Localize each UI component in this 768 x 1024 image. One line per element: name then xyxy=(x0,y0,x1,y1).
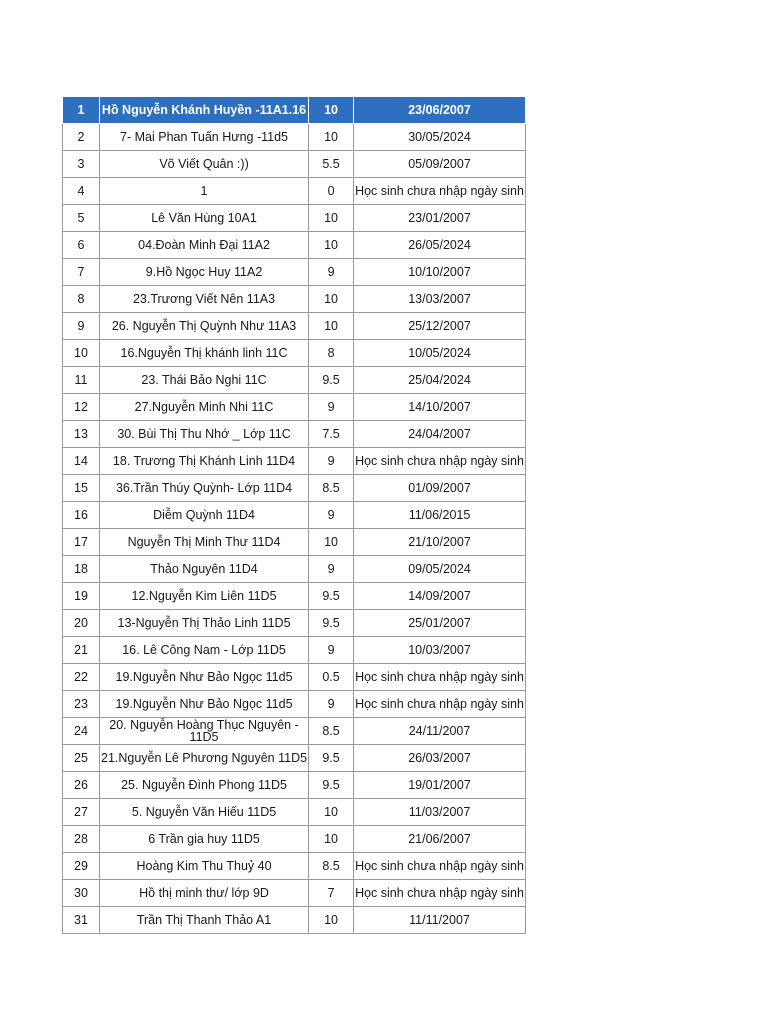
student-name-cell[interactable]: Diễm Quỳnh 11D4 xyxy=(100,502,309,529)
score-cell[interactable]: 9.5 xyxy=(309,583,354,610)
student-name-cell[interactable]: Thảo Nguyên 11D4 xyxy=(100,556,309,583)
birth-date-cell[interactable]: 26/05/2024 xyxy=(354,232,526,259)
row-number-cell[interactable]: 28 xyxy=(63,826,100,853)
birth-date-cell[interactable]: 25/04/2024 xyxy=(354,367,526,394)
student-name-cell[interactable]: 12.Nguyễn Kim Liên 11D5 xyxy=(100,583,309,610)
birth-date-cell[interactable]: 11/11/2007 xyxy=(354,907,526,934)
score-cell[interactable]: 9 xyxy=(309,502,354,529)
student-name-cell[interactable]: Trần Thị Thanh Thảo A1 xyxy=(100,907,309,934)
score-cell[interactable]: 10 xyxy=(309,286,354,313)
score-cell[interactable]: 10 xyxy=(309,826,354,853)
student-name-cell[interactable]: 5. Nguyễn Văn Hiếu 11D5 xyxy=(100,799,309,826)
row-number-cell[interactable]: 14 xyxy=(63,448,100,475)
student-name-cell[interactable]: 6 Trần gia huy 11D5 xyxy=(100,826,309,853)
birth-date-cell[interactable]: 10/05/2024 xyxy=(354,340,526,367)
row-number-cell[interactable]: 24 xyxy=(63,718,100,745)
birth-date-cell[interactable]: 09/05/2024 xyxy=(354,556,526,583)
table-row xyxy=(63,205,526,232)
row-number-cell[interactable]: 23 xyxy=(63,691,100,718)
score-cell[interactable]: 10 xyxy=(309,799,354,826)
row-number-cell[interactable]: 6 xyxy=(63,232,100,259)
row-number-cell[interactable]: 9 xyxy=(63,313,100,340)
row-number-cell[interactable]: 10 xyxy=(63,340,100,367)
table-row xyxy=(63,826,526,853)
score-cell[interactable]: 9 xyxy=(309,691,354,718)
row-number-cell[interactable]: 29 xyxy=(63,853,100,880)
student-name-cell[interactable]: 7- Mai Phan Tuấn Hưng -11d5 xyxy=(100,124,309,151)
student-name-cell[interactable]: 27.Nguyễn Minh Nhi 11C xyxy=(100,394,309,421)
birth-date-cell[interactable]: 10/10/2007 xyxy=(354,259,526,286)
results-table-body xyxy=(63,97,526,934)
birth-date-cell[interactable]: 25/12/2007 xyxy=(354,313,526,340)
student-name-cell[interactable]: 18. Trương Thị Khánh Linh 11D4 xyxy=(100,448,309,475)
row-number-cell[interactable]: 8 xyxy=(63,286,100,313)
row-number-cell[interactable]: 27 xyxy=(63,799,100,826)
birth-date-cell[interactable]: 24/11/2007 xyxy=(354,718,526,745)
student-name-cell[interactable]: 23. Thái Bảo Nghi 11C xyxy=(100,367,309,394)
birth-date-cell[interactable]: 23/01/2007 xyxy=(354,205,526,232)
student-name-cell[interactable]: Lê Văn Hùng 10A1 xyxy=(100,205,309,232)
table-row xyxy=(63,178,526,205)
row-number-cell[interactable]: 4 xyxy=(63,178,100,205)
score-cell[interactable]: 5.5 xyxy=(309,151,354,178)
birth-date-cell[interactable]: 26/03/2007 xyxy=(354,745,526,772)
row-number-cell[interactable]: 17 xyxy=(63,529,100,556)
table-row xyxy=(63,124,526,151)
row-number-cell[interactable]: 3 xyxy=(63,151,100,178)
birth-date-cell[interactable]: Học sinh chưa nhập ngày sinh xyxy=(354,880,526,907)
student-name-cell[interactable]: 04.Đoàn Minh Đại 11A2 xyxy=(100,232,309,259)
row-number-cell[interactable]: 2 xyxy=(63,124,100,151)
row-number-cell[interactable]: 12 xyxy=(63,394,100,421)
birth-date-cell[interactable]: 21/06/2007 xyxy=(354,826,526,853)
birth-date-cell[interactable]: 11/06/2015 xyxy=(354,502,526,529)
table-row xyxy=(63,232,526,259)
score-cell[interactable]: 7.5 xyxy=(309,421,354,448)
table-row xyxy=(63,799,526,826)
birth-date-cell[interactable]: Học sinh chưa nhập ngày sinh xyxy=(354,448,526,475)
score-cell[interactable]: 10 xyxy=(309,124,354,151)
birth-date-cell[interactable]: Học sinh chưa nhập ngày sinh xyxy=(354,691,526,718)
student-name-cell[interactable]: Hồ thị minh thư/ lớp 9D xyxy=(100,880,309,907)
birth-date-cell[interactable]: 23/06/2007 xyxy=(354,97,526,124)
birth-date-cell[interactable]: 24/04/2007 xyxy=(354,421,526,448)
row-number-cell[interactable]: 13 xyxy=(63,421,100,448)
table-row xyxy=(63,340,526,367)
table-row xyxy=(63,853,526,880)
table-row xyxy=(63,529,526,556)
table-row xyxy=(63,556,526,583)
table-row xyxy=(63,583,526,610)
birth-date-cell[interactable]: Học sinh chưa nhập ngày sinh xyxy=(354,853,526,880)
table-row xyxy=(63,907,526,934)
row-number-cell[interactable]: 30 xyxy=(63,880,100,907)
row-number-cell[interactable]: 1 xyxy=(63,97,100,124)
student-name-cell[interactable]: 9.Hồ Ngọc Huy 11A2 xyxy=(100,259,309,286)
table-row xyxy=(63,718,526,745)
birth-date-cell[interactable]: 05/09/2007 xyxy=(354,151,526,178)
birth-date-cell[interactable]: 30/05/2024 xyxy=(354,124,526,151)
student-name-cell[interactable]: 16. Lê Công Nam - Lớp 11D5 xyxy=(100,637,309,664)
student-name-cell[interactable]: 19.Nguyễn Như Bảo Ngọc 11d5 xyxy=(100,691,309,718)
score-cell[interactable]: 0.5 xyxy=(309,664,354,691)
row-number-cell[interactable]: 22 xyxy=(63,664,100,691)
score-cell[interactable]: 9 xyxy=(309,637,354,664)
table-row xyxy=(63,421,526,448)
table-row xyxy=(63,691,526,718)
student-name-cell[interactable]: Hoàng Kim Thu Thuỷ 40 xyxy=(100,853,309,880)
birth-date-cell[interactable]: 14/10/2007 xyxy=(354,394,526,421)
student-name-cell[interactable]: 23.Trương Viết Nên 11A3 xyxy=(100,286,309,313)
birth-date-cell[interactable]: 21/10/2007 xyxy=(354,529,526,556)
student-name-cell[interactable]: Nguyễn Thị Minh Thư 11D4 xyxy=(100,529,309,556)
student-name-cell[interactable]: 13-Nguyễn Thị Thảo Linh 11D5 xyxy=(100,610,309,637)
student-name-cell[interactable]: 21.Nguyễn Lê Phương Nguyên 11D5 xyxy=(100,745,309,772)
birth-date-cell[interactable]: 01/09/2007 xyxy=(354,475,526,502)
table-row xyxy=(63,502,526,529)
table-row xyxy=(63,367,526,394)
score-cell[interactable]: 9 xyxy=(309,556,354,583)
table-row xyxy=(63,394,526,421)
student-name-cell[interactable]: 30. Bùi Thị Thu Nhớ _ Lớp 11C xyxy=(100,421,309,448)
score-cell[interactable]: 9.5 xyxy=(309,610,354,637)
table-row xyxy=(63,664,526,691)
student-name-cell[interactable]: 1 xyxy=(100,178,309,205)
score-cell[interactable]: 8 xyxy=(309,340,354,367)
student-name-cell[interactable]: 36.Trần Thúy Quỳnh- Lớp 11D4 xyxy=(100,475,309,502)
score-cell[interactable]: 10 xyxy=(309,907,354,934)
row-number-cell[interactable]: 31 xyxy=(63,907,100,934)
score-cell[interactable]: 7 xyxy=(309,880,354,907)
student-name-cell[interactable]: 16.Nguyễn Thị khánh linh 11C xyxy=(100,340,309,367)
row-number-cell[interactable]: 26 xyxy=(63,772,100,799)
table-row xyxy=(63,151,526,178)
student-name-cell[interactable]: 25. Nguyễn Đình Phong 11D5 xyxy=(100,772,309,799)
score-cell[interactable]: 9.5 xyxy=(309,745,354,772)
table-row xyxy=(63,880,526,907)
row-number-cell[interactable]: 11 xyxy=(63,367,100,394)
table-row xyxy=(63,259,526,286)
birth-date-cell[interactable]: 19/01/2007 xyxy=(354,772,526,799)
score-cell[interactable]: 9 xyxy=(309,259,354,286)
score-cell[interactable]: 8.5 xyxy=(309,853,354,880)
student-name-cell[interactable]: 20. Nguyễn Hoàng Thục Nguyên - 11D5 xyxy=(100,718,309,745)
table-row xyxy=(63,610,526,637)
birth-date-cell[interactable]: 13/03/2007 xyxy=(354,286,526,313)
score-cell[interactable]: 9 xyxy=(309,448,354,475)
student-name-cell[interactable]: 26. Nguyễn Thị Quỳnh Như 11A3 xyxy=(100,313,309,340)
table-row xyxy=(63,313,526,340)
score-cell[interactable]: 10 xyxy=(309,97,354,124)
birth-date-cell[interactable]: 25/01/2007 xyxy=(354,610,526,637)
score-cell[interactable]: 9.5 xyxy=(309,367,354,394)
birth-date-cell[interactable]: Học sinh chưa nhập ngày sinh xyxy=(354,178,526,205)
row-number-cell[interactable]: 7 xyxy=(63,259,100,286)
results-table xyxy=(62,96,526,934)
birth-date-cell[interactable]: 10/03/2007 xyxy=(354,637,526,664)
row-number-cell[interactable]: 25 xyxy=(63,745,100,772)
birth-date-cell[interactable]: 11/03/2007 xyxy=(354,799,526,826)
table-row xyxy=(63,475,526,502)
row-number-cell[interactable]: 16 xyxy=(63,502,100,529)
score-cell[interactable]: 9 xyxy=(309,394,354,421)
score-cell[interactable]: 10 xyxy=(309,529,354,556)
student-name-cell[interactable]: Hồ Nguyễn Khánh Huyền -11A1.16 xyxy=(100,97,309,124)
row-number-cell[interactable]: 5 xyxy=(63,205,100,232)
score-cell[interactable]: 8.5 xyxy=(309,475,354,502)
birth-date-cell[interactable]: Học sinh chưa nhập ngày sinh xyxy=(354,664,526,691)
score-cell[interactable]: 10 xyxy=(309,313,354,340)
birth-date-cell[interactable]: 14/09/2007 xyxy=(354,583,526,610)
student-name-cell[interactable]: 19.Nguyễn Như Bảo Ngọc 11d5 xyxy=(100,664,309,691)
score-cell[interactable]: 0 xyxy=(309,178,354,205)
score-cell[interactable]: 9.5 xyxy=(309,772,354,799)
table-row xyxy=(63,286,526,313)
row-number-cell[interactable]: 15 xyxy=(63,475,100,502)
row-number-cell[interactable]: 18 xyxy=(63,556,100,583)
student-name-cell[interactable]: Võ Viết Quân :)) xyxy=(100,151,309,178)
table-row xyxy=(63,745,526,772)
row-number-cell[interactable]: 19 xyxy=(63,583,100,610)
table-row xyxy=(63,448,526,475)
score-cell[interactable]: 10 xyxy=(309,205,354,232)
table-row xyxy=(63,97,526,124)
table-row xyxy=(63,637,526,664)
score-cell[interactable]: 8.5 xyxy=(309,718,354,745)
row-number-cell[interactable]: 20 xyxy=(63,610,100,637)
score-cell[interactable]: 10 xyxy=(309,232,354,259)
row-number-cell[interactable]: 21 xyxy=(63,637,100,664)
table-row xyxy=(63,772,526,799)
